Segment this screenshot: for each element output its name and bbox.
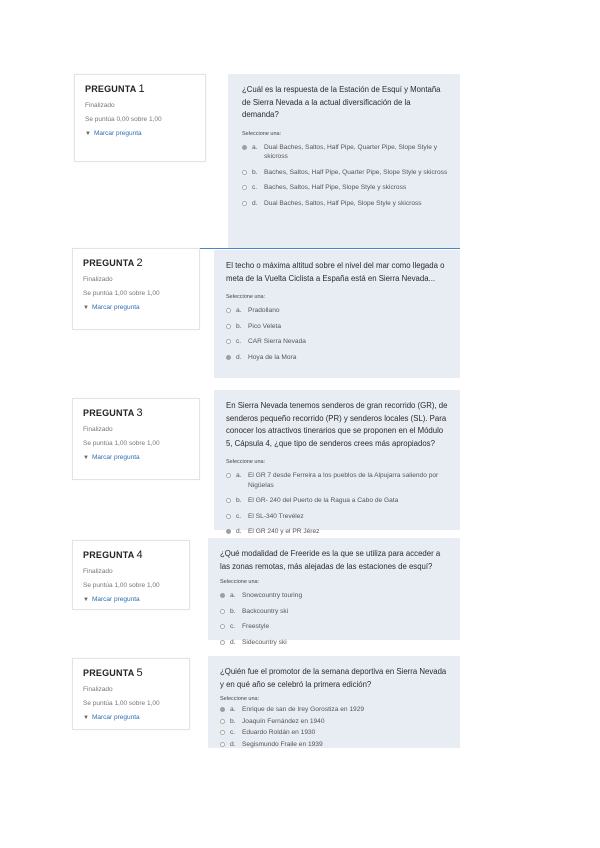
answer-letter: a.: [230, 706, 236, 713]
question-status: Finalizado: [83, 426, 113, 433]
answer-text: Pradollano: [248, 307, 280, 314]
answer-option[interactable]: [242, 183, 448, 193]
answer-letter: a.: [230, 592, 236, 599]
answer-letter: b.: [230, 717, 236, 725]
answer-radio[interactable]: [226, 339, 231, 344]
answer-radio[interactable]: [226, 308, 231, 313]
question-title: PREGUNTA 3: [83, 407, 143, 419]
answer-text: Baches, Saltos, Half Pipe, Quarter Pipe, Slope Style y skicross: [264, 168, 448, 176]
answer-option[interactable]: [226, 353, 448, 363]
answer-radio[interactable]: [220, 640, 225, 645]
answer-radio[interactable]: [242, 170, 247, 175]
answer-text: Dual Baches, Saltos, Half Pipe, Quarter Pipe, Slope Style y skicross: [264, 143, 437, 160]
answer-letter: b.: [252, 168, 258, 176]
answer-letter: a.: [236, 472, 242, 479]
answer-radio[interactable]: [226, 529, 231, 534]
select-label: Seleccione una:: [242, 130, 282, 137]
answer-letter: c.: [236, 512, 242, 520]
select-label: Seleccione una:: [226, 294, 266, 300]
answer-letter: a.: [236, 307, 242, 314]
question-2-info: [72, 248, 200, 330]
question-title: PREGUNTA 4: [83, 549, 143, 561]
answer-radio[interactable]: [220, 609, 225, 614]
question-title: PREGUNTA 1: [85, 83, 145, 95]
answer-letter: d.: [236, 528, 242, 535]
question-title: PREGUNTA 5: [83, 667, 143, 679]
answer-text: Snowcountry touring: [242, 592, 303, 599]
answer-option[interactable]: [242, 143, 448, 162]
answer-text: El GR 7 desde Ferreira a los pueblos de la Alpujarra saliendo por Nigüelas: [248, 472, 439, 489]
answer-radio[interactable]: [220, 742, 225, 747]
answer-list: [242, 143, 448, 209]
answer-text: Backcountry ski: [242, 607, 289, 615]
answer-radio[interactable]: [226, 498, 231, 503]
select-label: Seleccione una:: [220, 579, 260, 585]
answer-letter: d.: [230, 740, 236, 748]
answer-text: El SL-340 Trevélez: [248, 512, 304, 520]
question-text: El techo o máxima altitud sobre el nivel del mar como llegada o meta de la Vuelta Ciclista a España está en Sierra Nevada...: [226, 261, 445, 283]
answer-option[interactable]: [226, 527, 448, 537]
answer-option[interactable]: [242, 199, 448, 209]
answer-radio[interactable]: [226, 473, 231, 478]
answer-letter: c.: [230, 623, 236, 630]
flag-icon: ▼: [83, 304, 89, 311]
answer-radio[interactable]: [242, 201, 247, 206]
flag-question-link[interactable]: ▼ Marcar pregunta: [85, 130, 142, 137]
select-label: Seleccione una:: [220, 696, 260, 702]
flag-icon: ▼: [83, 454, 89, 461]
question-score: Se puntúa 0,00 sobre 1,00: [85, 116, 162, 123]
question-status: Finalizado: [83, 568, 113, 575]
answer-letter: d.: [230, 638, 236, 646]
question-1-info: [74, 74, 206, 162]
question-text: ¿Cuál es la respuesta de la Estación de Esquí y Montaña de Sierra Nevada a la actual diversificación de la demanda?: [242, 85, 441, 119]
answer-radio[interactable]: [226, 324, 231, 329]
answer-option[interactable]: [220, 740, 448, 750]
answer-radio[interactable]: [242, 185, 247, 190]
answer-radio[interactable]: [220, 593, 225, 598]
flag-question-link[interactable]: ▼ Marcar pregunta: [83, 454, 140, 461]
answer-text: El GR 240 y el PR Jérez: [248, 528, 320, 535]
answer-option[interactable]: [220, 705, 448, 715]
question-status: Finalizado: [85, 102, 115, 109]
answer-option[interactable]: [242, 168, 448, 178]
answer-list: [226, 471, 448, 537]
question-status: Finalizado: [83, 686, 113, 693]
answer-text: Sidecountry ski: [242, 638, 287, 646]
answer-text: Pico Veleta: [248, 322, 281, 330]
question-text: ¿Qué modalidad de Freeride es la que se utiliza para acceder a las zonas remotas, más alejadas de las estaciones de esquí?: [220, 549, 441, 571]
question-score: Se puntúa 1,00 sobre 1,00: [83, 440, 160, 447]
flag-icon: ▼: [83, 596, 89, 603]
answer-radio[interactable]: [242, 145, 247, 150]
answer-text: CAR Sierra Nevada: [248, 338, 306, 345]
answer-letter: b.: [236, 322, 242, 330]
question-4-content: [208, 538, 460, 646]
question-title: PREGUNTA 2: [83, 257, 143, 269]
answer-option[interactable]: [226, 306, 448, 316]
question-3-content: [214, 390, 460, 535]
answer-text: Eduardo Roldán en 1930: [242, 729, 316, 736]
question-1-content: [228, 74, 460, 248]
flag-icon: ▼: [83, 714, 89, 721]
answer-text: Segismundo Fraile en 1939: [242, 740, 323, 748]
answer-letter: c.: [230, 729, 236, 736]
answer-text: Dual Baches, Saltos, Half Pipe, Slope Style y skicross: [264, 199, 422, 207]
answer-letter: a.: [252, 143, 258, 151]
answer-letter: c.: [236, 338, 242, 345]
question-text: ¿Quién fue el promotor de la semana deportiva en Sierra Nevada y en qué año se celebró la primera edición?: [220, 667, 447, 689]
answer-list: [226, 306, 448, 362]
question-5-info: [72, 658, 190, 730]
answer-option[interactable]: [226, 512, 448, 522]
answer-text: Hoya de la Mora: [248, 353, 297, 361]
answer-option[interactable]: [220, 591, 448, 601]
question-status: Finalizado: [83, 276, 113, 283]
question-score: Se puntúa 1,00 sobre 1,00: [83, 582, 160, 589]
question-5-content: [208, 656, 460, 748]
answer-list: [220, 705, 448, 749]
answer-letter: c.: [252, 184, 258, 191]
answer-letter: d.: [236, 353, 242, 361]
answer-text: Enrique de san de Irey Gorostiza en 1929: [242, 706, 365, 713]
question-2-content: [214, 250, 460, 378]
answer-text: Joaquín Fernández en 1940: [242, 717, 325, 725]
answer-option[interactable]: [220, 607, 448, 617]
flag-icon: ▼: [85, 130, 91, 137]
question-text: En Sierra Nevada tenemos senderos de gran recorrido (GR), de senderos pequeño recorrido (PR) y senderos locales (SL). Para conocer los atractivos tinerarios que se proponen en el Módulo 5, Cápsula 4, ¿que tipo de senderos crees más apropiados?: [226, 401, 448, 448]
answer-letter: d.: [252, 199, 258, 207]
answer-option[interactable]: [226, 337, 448, 347]
answer-radio[interactable]: [220, 719, 225, 724]
answer-text: El GR- 240 del Puerto de la Ragua a Cabo de Gata: [248, 497, 399, 504]
answer-text: Baches, Saltos, Half Pipe, Slope Style y skicross: [264, 184, 407, 191]
flag-question-link[interactable]: ▼ Marcar pregunta: [83, 304, 140, 311]
answer-option[interactable]: [220, 622, 448, 632]
answer-radio[interactable]: [220, 730, 225, 735]
answer-radio[interactable]: [226, 514, 231, 519]
answer-list: [220, 591, 448, 647]
select-label: Seleccione una:: [226, 459, 266, 465]
answer-text: Freestyle: [242, 623, 270, 630]
answer-option[interactable]: [226, 496, 448, 506]
question-score: Se puntúa 1,00 sobre 1,00: [83, 700, 160, 707]
answer-option[interactable]: [220, 638, 448, 648]
answer-radio[interactable]: [226, 355, 231, 360]
answer-option[interactable]: [220, 728, 448, 738]
flag-question-link[interactable]: ▼ Marcar pregunta: [83, 596, 140, 603]
answer-option[interactable]: [220, 717, 448, 727]
answer-letter: b.: [230, 607, 236, 615]
question-3-info: [72, 398, 200, 480]
answer-letter: b.: [236, 497, 242, 504]
answer-option[interactable]: [226, 322, 448, 332]
question-score: Se puntúa 1,00 sobre 1,00: [83, 290, 160, 297]
flag-question-link[interactable]: ▼ Marcar pregunta: [83, 714, 140, 721]
answer-radio[interactable]: [220, 624, 225, 629]
question-4-info: [72, 540, 190, 610]
answer-option[interactable]: [226, 471, 448, 490]
answer-radio[interactable]: [220, 707, 225, 712]
